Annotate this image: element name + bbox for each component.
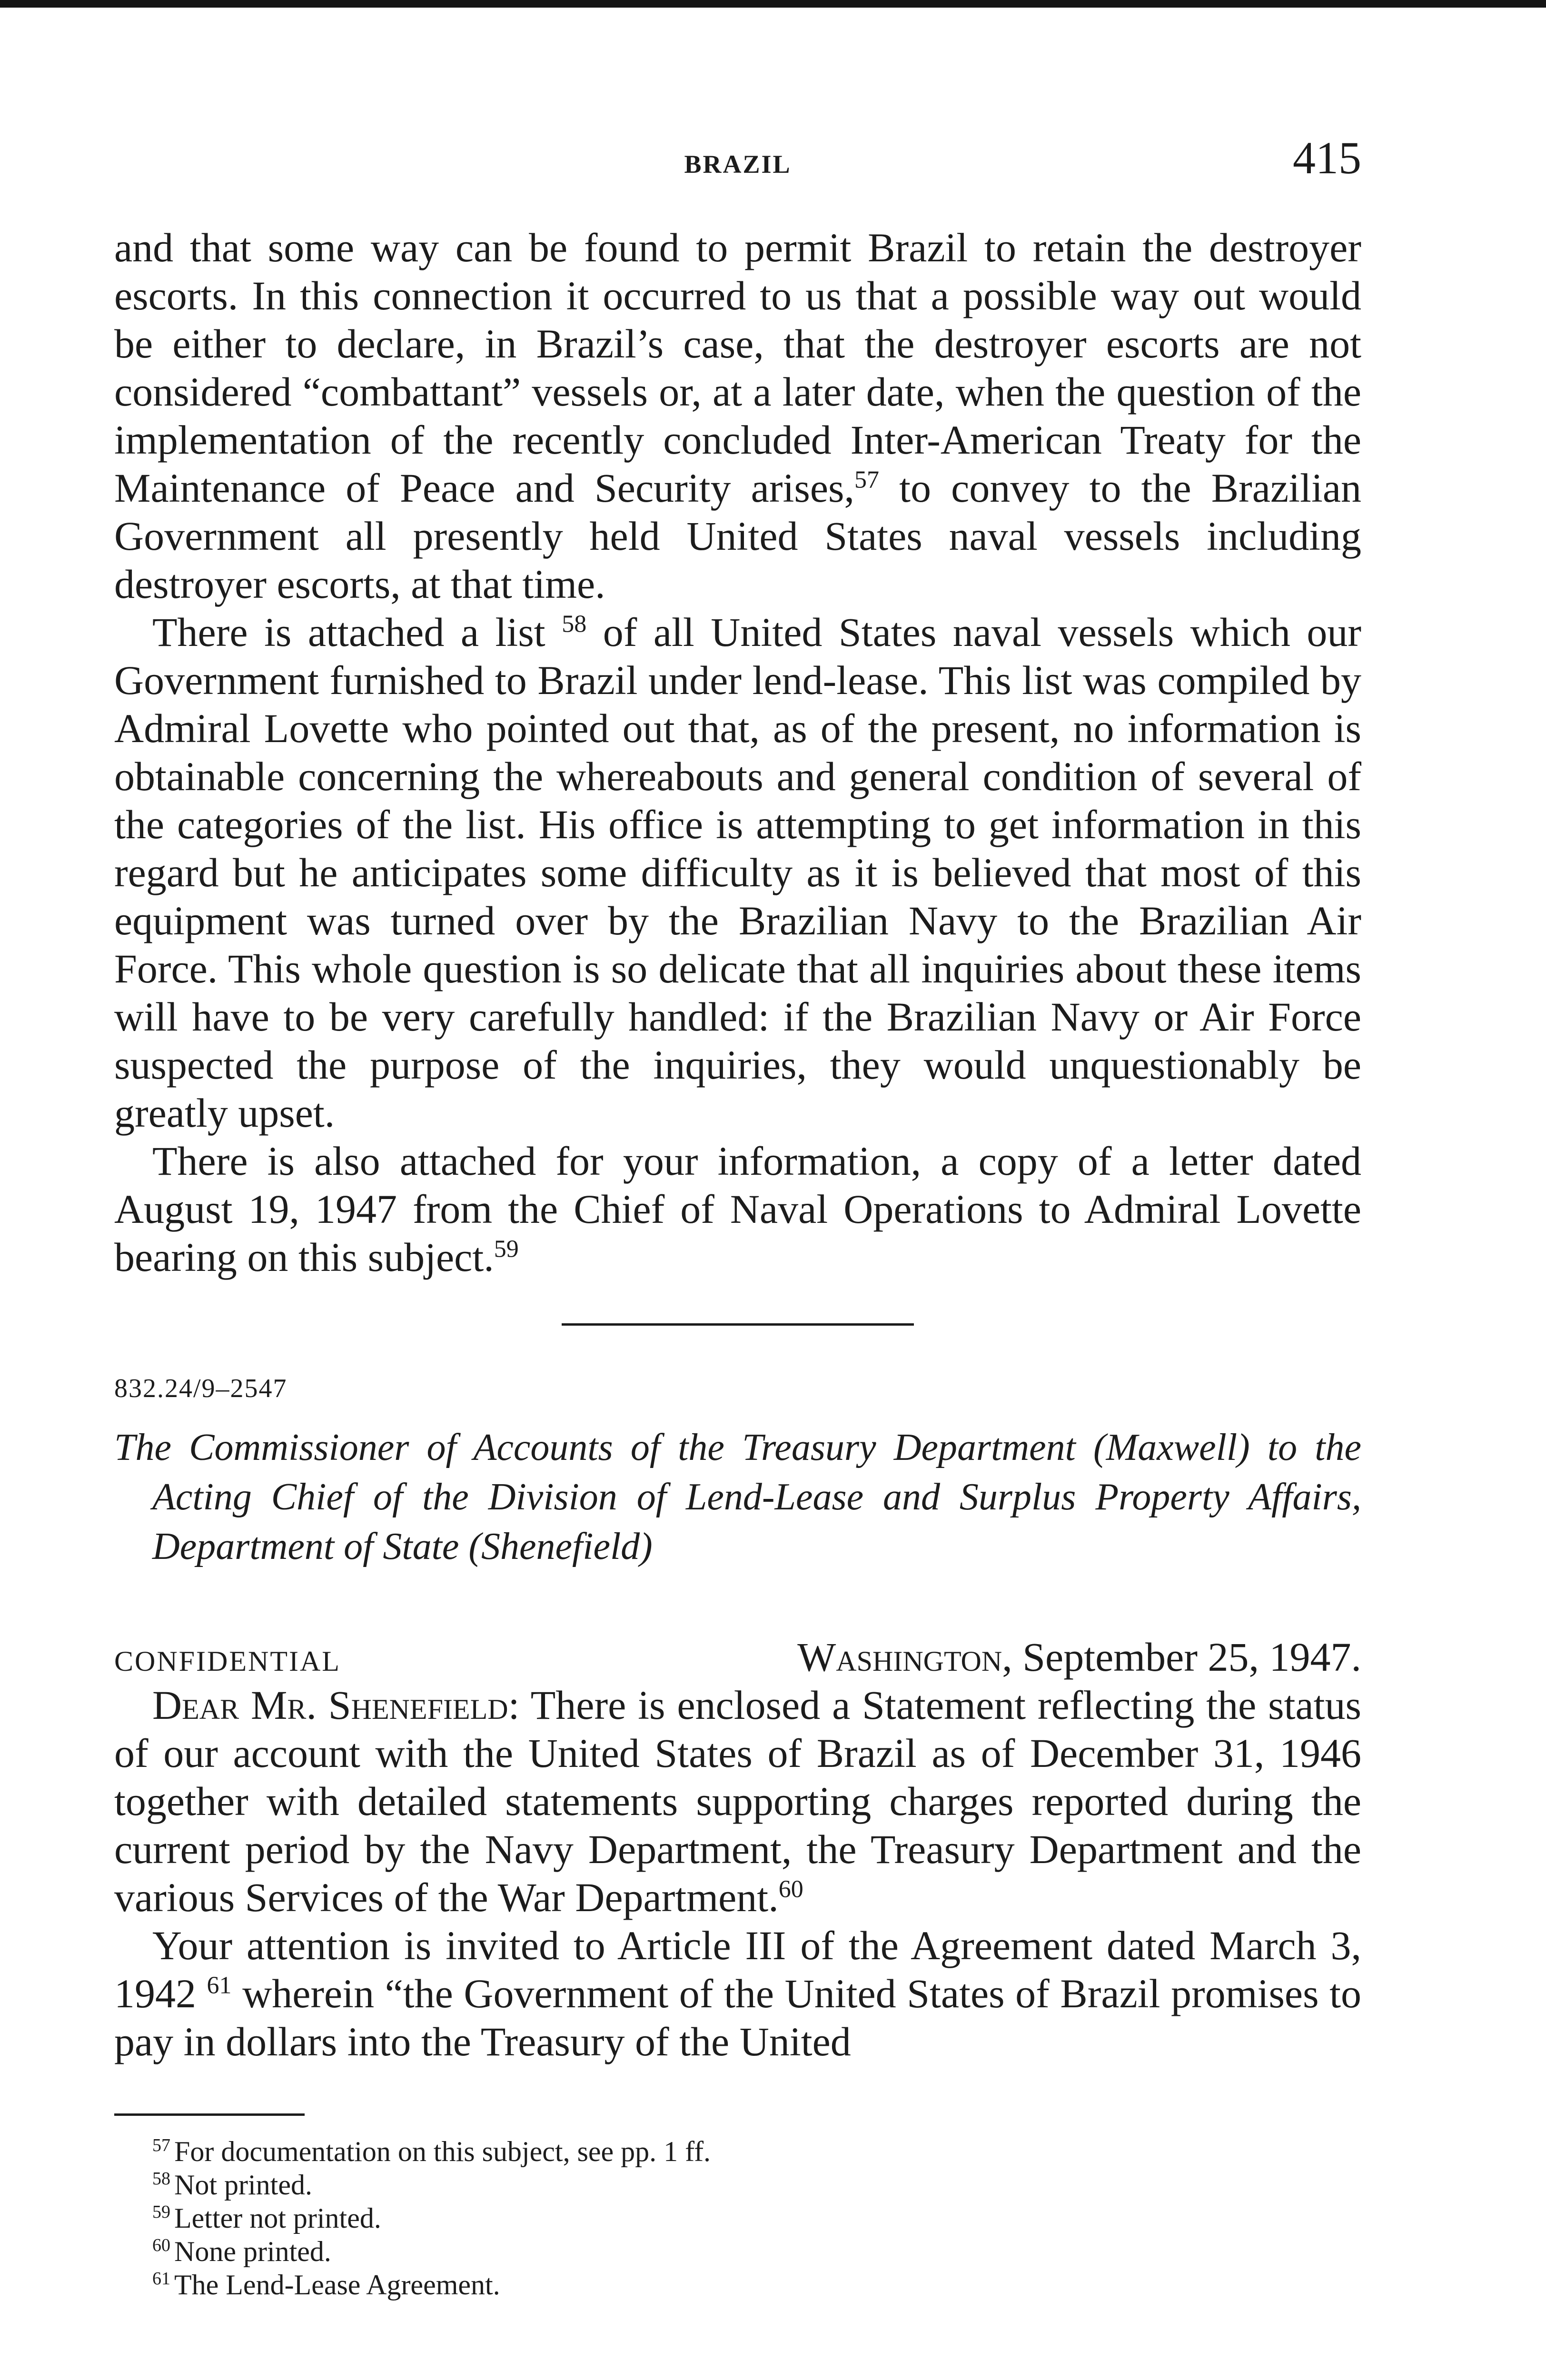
page-body: [114, 224, 1361, 2301]
salutation: Dear Mr. Shenefield: [152, 1682, 508, 1728]
section-separator: [562, 1323, 914, 1326]
paragraph-text: : There is enclosed a Statement reflecting the status of our account with the United States of Brazil as of December 31, 1946 together with detailed statements supporting charges reported during the current period by the Navy Department, the Treasury Department and the various Services of the War Department.: [114, 1682, 1361, 1920]
page-number: 415: [1293, 132, 1361, 183]
paragraph-text: of all United States naval vessels which our Government furnished to Brazil under lend-lease. This list was compiled by Admiral Lovette who pointed out that, as of the present, no information is obtainable concerning the whereabouts and general condition of several of the categories of the list. His office is attempting to get information in this regard but he anticipates some difficulty as it is believed that most of this equipment was turned over by the Brazilian Navy to the Brazilian Air Force. This whole question is so delicate that all inquiries about these items will have to be very carefully handled: if the Brazilian Navy or Air Force suspected the purpose of the inquiries, they would unquestionably be greatly upset.: [114, 609, 1361, 1136]
paragraph-text: to convey to the Brazilian Government all presently held United States naval vessels including destroyer escorts, at that time.: [114, 465, 1362, 607]
footnote-rule: [114, 2113, 305, 2116]
paragraph-text: There is attached a list: [152, 609, 562, 655]
footnote-reference: 58: [562, 610, 587, 638]
document-title: The Commissioner of Accounts of the Treasury Department (Maxwell) to the Acting Chief of the Division of Lend-Lease and Surplus Property Affairs, Department of State (Shenefield): [114, 1427, 1361, 1567]
footnote: [152, 2135, 1361, 2168]
page-header: [114, 125, 1361, 182]
file-number: 832.24/9–2547: [114, 1374, 287, 1403]
footnote-reference: 57: [854, 466, 879, 494]
top-border-rule: [0, 0, 1546, 8]
footnote-text: None printed.: [174, 2236, 331, 2267]
body-paragraph: [114, 224, 1361, 608]
running-head: BRAZIL: [684, 150, 792, 178]
classification-label: CONFIDENTIAL: [114, 1646, 341, 1677]
paragraph-text: wherein “the Government of the United States of Brazil promises to pay in dollars into the Treasury of the United: [114, 1971, 1361, 2064]
footnote-text: For documentation on this subject, see pp. 1 ff.: [174, 2136, 711, 2167]
letter-paragraph: [114, 1681, 1361, 1922]
footnote-reference: 61: [207, 1972, 232, 1999]
body-paragraph: [114, 1137, 1361, 1281]
footnote-text: The Lend-Lease Agreement.: [174, 2269, 500, 2301]
footnote-mark: 58: [152, 2169, 170, 2189]
footnote-text: Letter not printed.: [174, 2202, 381, 2234]
dateline-row: [114, 1633, 1361, 1681]
footnote: [152, 2235, 1361, 2268]
footnote-mark: 57: [152, 2135, 170, 2155]
footnote-reference: 59: [494, 1235, 519, 1263]
footnote: [152, 2168, 1361, 2202]
footnote-mark: 61: [152, 2269, 170, 2289]
dateline-date: , September 25, 1947.: [1002, 1634, 1361, 1680]
footnote-reference: 60: [778, 1875, 803, 1903]
footnote: [152, 2268, 1361, 2301]
dateline-place: Washington: [797, 1634, 1002, 1680]
body-paragraph: [114, 608, 1361, 1137]
dateline: [797, 1633, 1361, 1681]
footnote: [152, 2202, 1361, 2235]
footnote-mark: 60: [152, 2235, 170, 2255]
paragraph-text: and that some way can be found to permit Brazil to retain the destroyer escorts. In this connection it occurred to us that a possible way out would be either to declare, in Brazil’s case, that the destroyer escorts are not considered “combattant” vessels or, at a later date, when the question of the implementation of the recently concluded Inter-American Treaty for the Maintenance of Peace and Security arises,: [114, 225, 1361, 511]
paragraph-text: There is also attached for your information, a copy of a letter dated August 19, 1947 from the Chief of Naval Operations to Admiral Lovette bearing on this subject.: [114, 1138, 1361, 1280]
footnote-text: Not printed.: [174, 2169, 312, 2201]
paragraph-text: Your attention is invited to Article III of the Agreement dated March 3, 1942: [114, 1923, 1361, 2016]
letter-paragraph: [114, 1922, 1361, 2066]
footnotes: [114, 2135, 1361, 2301]
footnote-mark: 59: [152, 2202, 170, 2222]
